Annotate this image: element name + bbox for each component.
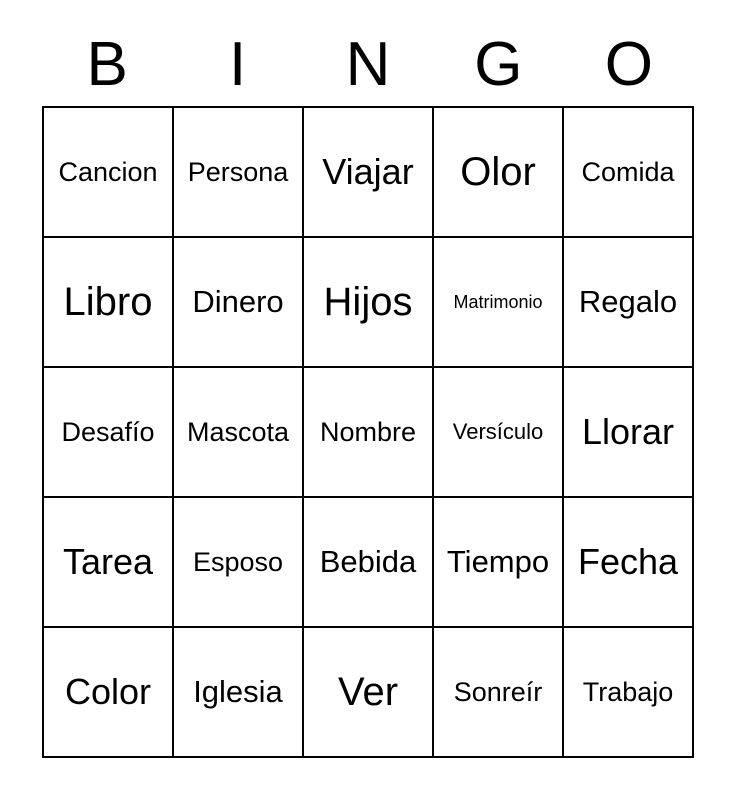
bingo-cell-label: Viajar — [322, 151, 414, 193]
bingo-cell-label: Nombre — [319, 416, 417, 447]
bingo-cell[interactable] — [433, 627, 563, 757]
bingo-cell-label: Esposo — [192, 546, 284, 577]
bingo-cell[interactable] — [173, 627, 303, 757]
bingo-cell-label: Mascota — [186, 416, 290, 447]
bingo-cell[interactable] — [43, 237, 173, 367]
bingo-cell[interactable] — [43, 497, 173, 627]
bingo-cell-label: Desafío — [61, 416, 155, 447]
bingo-cell[interactable] — [303, 497, 433, 627]
bingo-cell[interactable] — [173, 367, 303, 497]
bingo-cell[interactable] — [43, 627, 173, 757]
bingo-cell-label: Trabajo — [582, 676, 674, 707]
bingo-row — [43, 107, 693, 237]
bingo-cell-label: Hijos — [323, 280, 413, 324]
bingo-cell[interactable] — [173, 497, 303, 627]
bingo-cell-label: Dinero — [192, 283, 284, 319]
header-letter-o: O — [604, 30, 653, 99]
header-letter-n: N — [345, 30, 391, 99]
bingo-cell-label: Llorar — [581, 411, 675, 453]
bingo-header — [42, 0, 694, 100]
bingo-cell[interactable] — [303, 237, 433, 367]
bingo-row — [43, 367, 693, 497]
bingo-cell[interactable] — [563, 107, 693, 237]
bingo-cell[interactable] — [563, 237, 693, 367]
bingo-cell-label: Persona — [187, 156, 289, 187]
bingo-cell-label: Color — [64, 671, 152, 713]
bingo-cell[interactable] — [173, 107, 303, 237]
bingo-cell[interactable] — [303, 627, 433, 757]
bingo-row — [43, 497, 693, 627]
bingo-cell-label: Sonreír — [453, 676, 543, 707]
bingo-cell[interactable] — [43, 107, 173, 237]
bingo-cell-label: Ver — [337, 670, 399, 714]
bingo-cell-label: Fecha — [577, 541, 679, 583]
bingo-cell-label: Tarea — [62, 541, 154, 583]
bingo-cell[interactable] — [563, 367, 693, 497]
bingo-cell-label: Olor — [460, 150, 536, 194]
bingo-cell-label: Bebida — [319, 543, 417, 579]
bingo-row — [43, 627, 693, 757]
bingo-cell-label: Cancion — [58, 156, 158, 187]
bingo-cell[interactable] — [563, 627, 693, 757]
header-letter-b: B — [86, 30, 128, 99]
bingo-cell[interactable] — [303, 107, 433, 237]
bingo-cell[interactable] — [433, 367, 563, 497]
bingo-cell-label: Tiempo — [446, 543, 550, 579]
bingo-grid — [42, 106, 694, 758]
header-letter-i: I — [228, 30, 247, 99]
bingo-cell[interactable] — [303, 367, 433, 497]
bingo-cell[interactable] — [433, 237, 563, 367]
bingo-row — [43, 237, 693, 367]
bingo-cell[interactable] — [173, 237, 303, 367]
header-letter-g: G — [474, 30, 523, 99]
bingo-cell-label: Matrimonio — [453, 291, 543, 312]
bingo-cell[interactable] — [563, 497, 693, 627]
bingo-cell[interactable] — [433, 497, 563, 627]
bingo-cell-label: Libro — [63, 280, 153, 324]
bingo-cell-label: Versículo — [452, 419, 544, 445]
bingo-cell-label: Regalo — [578, 283, 678, 319]
bingo-cell[interactable] — [433, 107, 563, 237]
bingo-cell[interactable] — [43, 367, 173, 497]
bingo-cell-label: Iglesia — [193, 673, 283, 709]
bingo-cell-label: Comida — [581, 156, 675, 187]
